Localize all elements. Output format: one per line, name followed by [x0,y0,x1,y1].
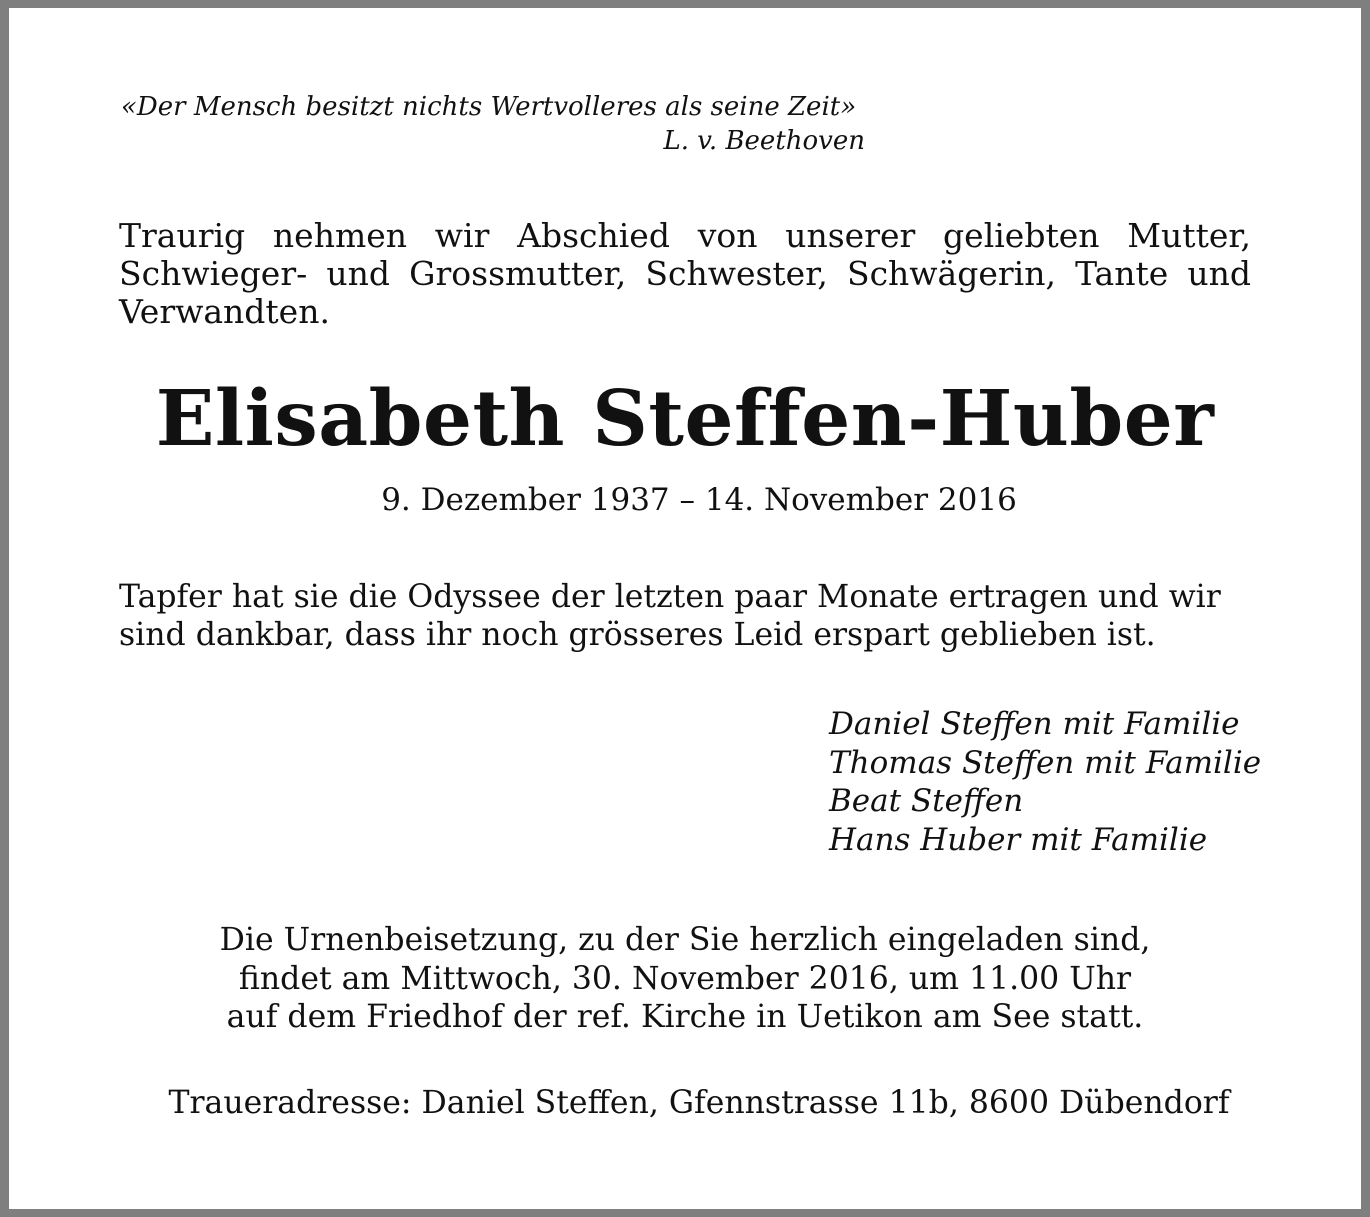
mourning-address: Traueradresse: Daniel Steffen, Gfennstrasse 11b, 8600 Dübendorf [168,1085,1230,1121]
life-dates: 9. Dezember 1937 – 14. November 2016 [381,482,1017,518]
ceremony-line: Die Urnenbeisetzung, zu der Sie herzlich eingeladen sind, [219,922,1151,958]
mourner-name: Hans Huber mit Familie [829,821,1208,858]
epigraph-quote [121,90,881,158]
ceremony-line: auf dem Friedhof der ref. Kirche in Uetikon am See statt. [226,999,1144,1035]
quote-author: L. v. Beethoven [663,126,865,156]
mourner-name: Beat Steffen [829,783,1024,819]
mourner-name: Daniel Steffen mit Familie [829,706,1240,742]
ceremony-line: findet am Mittwoch, 30. November 2016, um 11.00 Uhr [238,960,1132,997]
intro-paragraph: Traurig nehmen wir Abschied von unserer geliebten Mutter, Schwieger- und Grossmutter, Schwester, Schwägerin, Tante und Verwandten. [119,216,1251,331]
ceremony-notice [9,921,1361,1037]
mourners-list [829,705,1309,859]
mourner-name: Thomas Steffen mit Familie [829,744,1262,781]
deceased-name: Elisabeth Steffen-Huber [155,374,1215,464]
obituary-page [9,8,1361,1209]
tribute-paragraph: Tapfer hat sie die Odyssee der letzten paar Monate ertragen und wir sind dankbar, dass ihr noch grösseres Leid erspart geblieben ist. [119,579,1221,653]
quote-text: «Der Mensch besitzt nichts Wertvolleres als seine Zeit» [121,92,857,122]
